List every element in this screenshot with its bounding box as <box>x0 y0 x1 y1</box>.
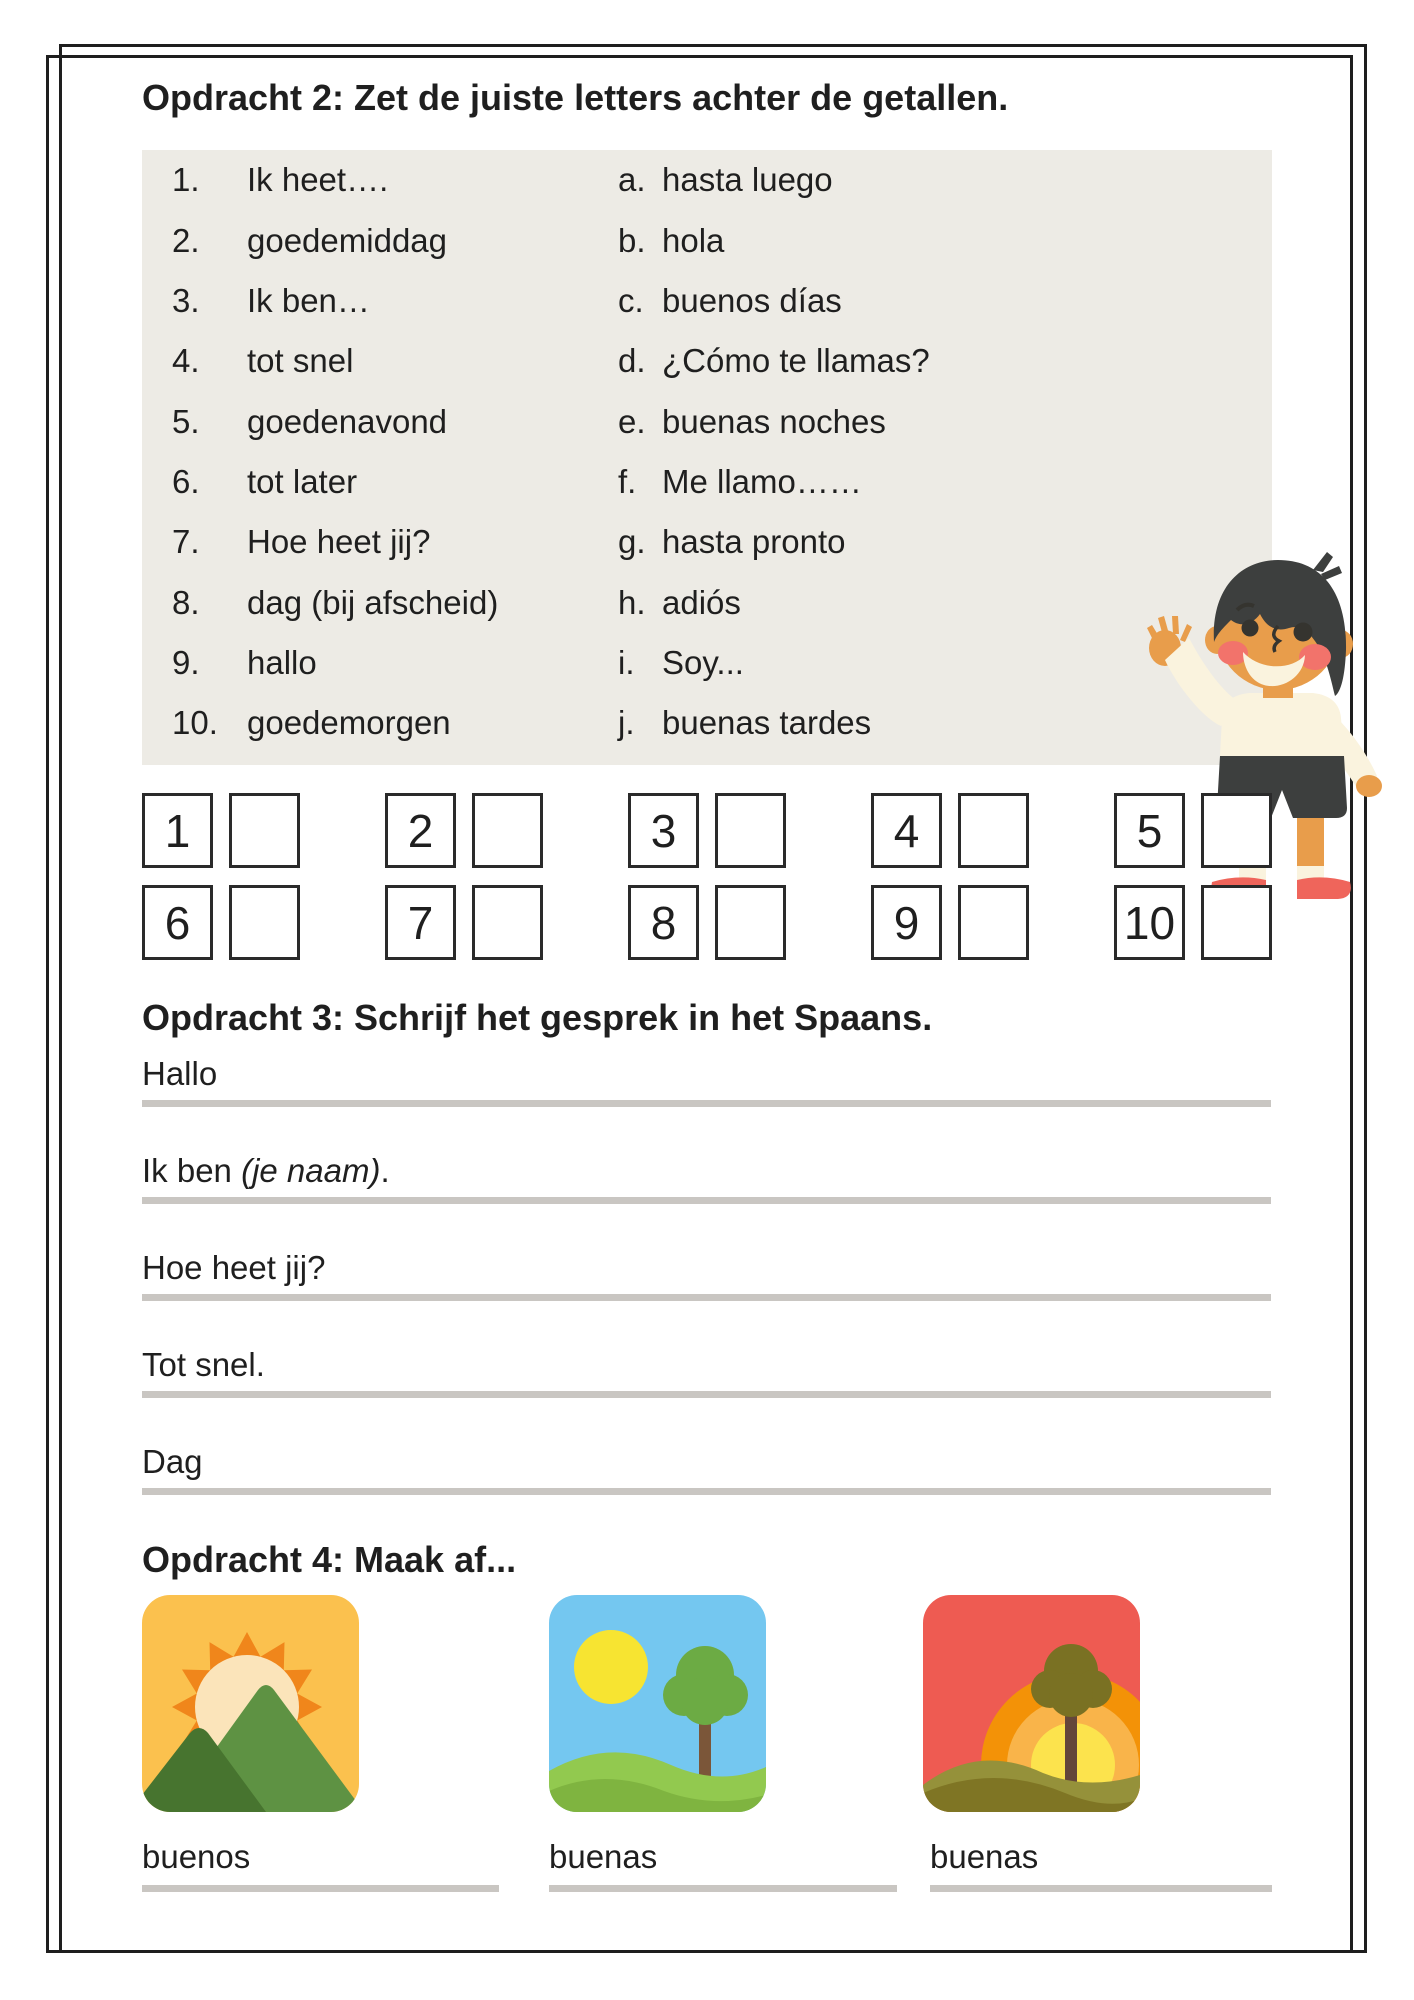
answer-write-box[interactable] <box>229 793 300 868</box>
boy-right-shoe <box>1297 877 1351 899</box>
matching-item-right <box>618 210 930 270</box>
item-number: 4. <box>172 342 200 380</box>
item-text: ¿Cómo te llamas? <box>662 342 930 380</box>
item-text: adiós <box>662 583 741 621</box>
item-letter: c. <box>618 281 644 319</box>
answer-pair <box>871 885 1029 960</box>
line-label: Hallo <box>142 1055 218 1092</box>
write-line[interactable] <box>142 1055 1271 1107</box>
label-text: buenas <box>930 1838 1039 1875</box>
daytime-illustration <box>549 1595 766 1812</box>
answer-write-box[interactable] <box>229 885 300 960</box>
item-number: 9. <box>172 643 200 681</box>
answer-number-box: 8 <box>628 885 699 960</box>
opdracht3-title: Opdracht 3: Schrijf het gesprek in het Spaans. <box>142 997 933 1038</box>
item-number: 8. <box>172 583 200 621</box>
answer-number-box: 6 <box>142 885 213 960</box>
answer-write-box[interactable] <box>472 885 543 960</box>
answer-pair <box>385 885 543 960</box>
boy-shirt <box>1220 693 1344 756</box>
fill-in-label[interactable] <box>142 1838 499 1892</box>
opdracht4-title: Opdracht 4: Maak af... <box>142 1539 517 1580</box>
matching-item-left <box>172 271 498 331</box>
matching-item-right <box>618 693 930 753</box>
item-text: Hoe heet jij? <box>247 523 431 561</box>
matching-item-right <box>618 331 930 391</box>
answer-write-box[interactable] <box>715 793 786 868</box>
answer-number-box: 10 <box>1114 885 1185 960</box>
answer-pair <box>871 793 1029 868</box>
opdracht2-title: Opdracht 2: Zet de juiste letters achter de getallen. <box>142 77 1009 118</box>
answer-number-box: 4 <box>871 793 942 868</box>
item-number: 10. <box>172 704 218 742</box>
matching-item-left <box>172 693 498 753</box>
matching-item-left <box>172 512 498 572</box>
item-text: Me llamo…… <box>662 462 862 500</box>
item-text: goedemiddag <box>247 221 447 259</box>
line-label-italic: (je naam) <box>241 1152 381 1189</box>
item-text: goedenavond <box>247 402 448 440</box>
answer-row <box>142 793 1272 868</box>
line-label: Dag <box>142 1443 203 1480</box>
answer-pair <box>628 793 786 868</box>
answer-number-box: 1 <box>142 793 213 868</box>
matching-item-left <box>172 452 498 512</box>
matching-item-left <box>172 633 498 693</box>
label-text: buenas <box>549 1838 658 1875</box>
item-text: tot snel <box>247 342 354 380</box>
answer-write-box[interactable] <box>1201 793 1272 868</box>
matching-item-left <box>172 331 498 391</box>
matching-item-right <box>618 271 930 331</box>
answer-pair <box>385 793 543 868</box>
write-line[interactable]: Ik ben (je naam). <box>142 1152 1271 1204</box>
item-text: hasta luego <box>662 161 833 199</box>
answer-number-box: 7 <box>385 885 456 960</box>
matching-item-right <box>618 633 930 693</box>
item-text: hallo <box>247 643 317 681</box>
matching-item-right <box>618 452 930 512</box>
matching-item-right <box>618 150 930 210</box>
answer-number-box: 2 <box>385 793 456 868</box>
line-label: Ik ben <box>142 1152 242 1189</box>
item-text: dag (bij afscheid) <box>247 583 499 621</box>
item-text: Ik ben… <box>247 281 370 319</box>
answer-write-box[interactable] <box>958 793 1029 868</box>
matching-item-right <box>618 512 930 572</box>
item-letter: f. <box>618 462 637 500</box>
answer-number-box: 5 <box>1114 793 1185 868</box>
fill-in-label[interactable] <box>549 1838 897 1892</box>
answer-pair <box>142 793 300 868</box>
answer-write-box[interactable] <box>472 793 543 868</box>
item-letter: i. <box>618 643 635 681</box>
answer-row <box>142 885 1272 960</box>
item-letter: j. <box>618 704 635 742</box>
answer-number-box: 3 <box>628 793 699 868</box>
matching-item-left <box>172 572 498 632</box>
answer-write-box[interactable] <box>715 885 786 960</box>
matching-item-right <box>618 572 930 632</box>
item-text: hola <box>662 221 725 259</box>
item-letter: g. <box>618 523 646 561</box>
item-text: goedemorgen <box>247 704 451 742</box>
item-letter: a. <box>618 161 646 199</box>
item-text: buenos días <box>662 281 842 319</box>
matching-exercise-panel <box>142 150 1272 765</box>
item-letter: d. <box>618 342 646 380</box>
write-line[interactable] <box>142 1346 1271 1398</box>
boy-right-hand <box>1356 775 1382 797</box>
answer-pair <box>1114 793 1272 868</box>
matching-item-left <box>172 150 498 210</box>
item-number: 6. <box>172 462 200 500</box>
answer-write-box[interactable] <box>1201 885 1272 960</box>
answer-pair <box>628 885 786 960</box>
item-letter: e. <box>618 402 646 440</box>
line-label: Tot snel. <box>142 1346 265 1383</box>
item-letter: h. <box>618 583 646 621</box>
item-letter: b. <box>618 221 646 259</box>
item-text: buenas tardes <box>662 704 872 742</box>
matching-item-left <box>172 391 498 451</box>
item-number: 7. <box>172 523 200 561</box>
answer-boxes-grid <box>142 793 1272 960</box>
item-number: 5. <box>172 402 200 440</box>
answer-number-box: 9 <box>871 885 942 960</box>
item-number: 1. <box>172 161 200 199</box>
answer-pair <box>142 885 300 960</box>
item-text: Soy... <box>662 643 744 681</box>
item-number: 2. <box>172 221 200 259</box>
item-number: 3. <box>172 281 200 319</box>
item-text: tot later <box>247 462 358 500</box>
fill-in-label[interactable] <box>930 1838 1272 1892</box>
write-line[interactable] <box>142 1443 1271 1495</box>
boy-left-eye <box>1242 620 1259 637</box>
matching-item-left <box>172 210 498 270</box>
matching-left-column <box>172 150 498 753</box>
matching-right-column <box>618 150 930 753</box>
line-label: Hoe heet jij? <box>142 1249 326 1286</box>
answer-pair <box>1114 885 1272 960</box>
boy-right-eye <box>1294 623 1313 642</box>
label-text: buenos <box>142 1838 251 1875</box>
sunset-illustration <box>923 1595 1140 1812</box>
day-sun <box>574 1630 648 1704</box>
answer-write-box[interactable] <box>958 885 1029 960</box>
sunrise-illustration <box>142 1595 359 1812</box>
write-line[interactable] <box>142 1249 1271 1301</box>
item-text: buenas noches <box>662 402 886 440</box>
matching-item-right <box>618 391 930 451</box>
item-text: Ik heet…. <box>247 161 389 199</box>
item-text: hasta pronto <box>662 523 846 561</box>
